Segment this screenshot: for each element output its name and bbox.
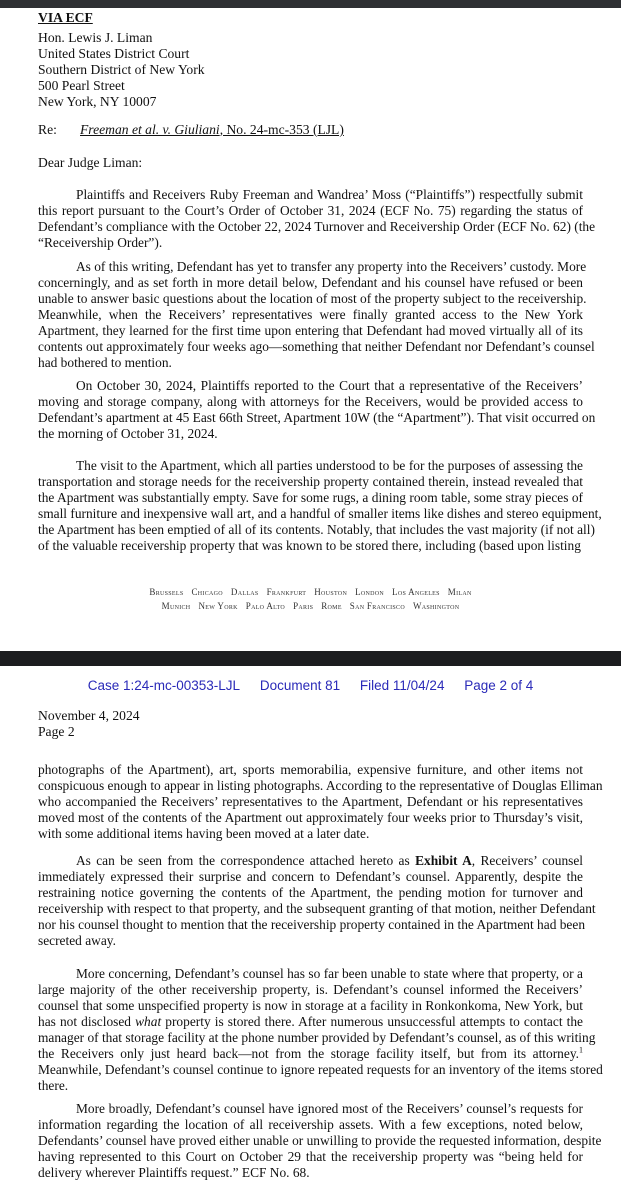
text-line: delivery wherever Plaintiffs request.” ECF No. 68.: [38, 1165, 310, 1180]
office-city: Chicago: [191, 587, 223, 597]
text-line: of the valuable receivership property that was known to be stored there, including (based upon listing: [38, 538, 581, 553]
page-label: Page 2: [38, 724, 75, 739]
text-line: small furniture and inexpensive wall art, and a handful of smaller items like dishes and stereo equipment,: [38, 506, 602, 521]
office-city: Dallas: [230, 587, 259, 597]
bold-text: Exhibit A: [415, 853, 472, 868]
office-city: Houston: [314, 587, 348, 597]
text-line: [38, 1046, 583, 1062]
text-line: information regarding the location of all receivership assets. With a few exceptions, noted below,: [38, 1117, 583, 1132]
text-line: receivership with respect to that property, and the subsequent granting of that motion, neither Defendant: [38, 901, 596, 916]
text-line: Defendants’ counsel have proved either unable or unwilling to provide the requested information, despite: [38, 1133, 602, 1148]
text-line: Apartment, they learned for the first time upon entering that Defendant had moved virtually all of its: [38, 323, 583, 338]
text-line: immediately expressed their surprise and concern to Defendant’s counsel. Apparently, despite the: [38, 869, 583, 884]
text-line: moving and storage company, along with attorneys for the Receivers, would be provided access to: [38, 394, 583, 409]
recipient-address: [38, 30, 205, 110]
office-city: New York: [198, 601, 238, 611]
text-line: Meanwhile, Defendant’s counsel continue to ignore repeated requests for an inventory of the items stored: [38, 1062, 603, 1077]
viewer-top-bar: [0, 0, 621, 8]
text-line: conspicuous enough to appear in listing photographs. According to the representative of Douglas Elliman: [38, 778, 603, 793]
text-line: there.: [38, 1078, 69, 1093]
page-separator: [0, 651, 621, 666]
text-run: , Receivers’ counsel: [471, 853, 584, 868]
text-line: More broadly, Defendant’s counsel have ignored most of the Receivers’ counsel’s requests for: [76, 1101, 583, 1116]
page2-heading: [38, 708, 140, 740]
office-city: Frankfurt: [266, 587, 307, 597]
text-line: the Apartment was substantially empty. Save for some rugs, a dining room table, some stray pieces of: [38, 490, 583, 505]
office-city: Munich: [161, 601, 191, 611]
office-city: San Francisco: [349, 601, 405, 611]
text-run: property is stored there. After numerous unsuccessful attempts to contact the: [161, 1014, 584, 1029]
text-line: As of this writing, Defendant has yet to transfer any property into the Receivers’ custody. More: [76, 259, 587, 274]
address-line: New York, NY 10007: [38, 94, 157, 109]
text-line: secreted away.: [38, 933, 116, 948]
text-line: contents out approximately four weeks ago—something that neither Defendant nor Defendant’s counsel: [38, 339, 595, 354]
text-line: concerningly, and as set forth in more detail below, Defendant and his counsel have refused or been: [38, 275, 583, 290]
body-paragraph: [38, 378, 596, 442]
body-paragraph: [38, 458, 602, 554]
salutation: Dear Judge Liman:: [38, 155, 143, 170]
text-run: has not disclosed: [38, 1014, 136, 1029]
office-city: Milan: [447, 587, 472, 597]
footnote-marker: 1: [579, 1045, 583, 1055]
body-paragraph: [38, 187, 596, 251]
office-locations-row: [0, 587, 621, 597]
office-locations-row: [0, 601, 621, 611]
text-line: who accompanied the Receivers’ representatives to the Apartment, Defendant or his representatives: [38, 794, 583, 809]
text-line: unable to answer basic questions about the location of most of the property subject to the receivership.: [38, 291, 587, 306]
text-line: Plaintiffs and Receivers Ruby Freeman and Wandrea’ Moss (“Plaintiffs”) respectfully submit: [76, 187, 583, 202]
text-line: nor his counsel thought to mention that the receivership property contained in the Apartment had been: [38, 917, 586, 932]
address-line: United States District Court: [38, 46, 190, 61]
ecf-filed-date: Filed 11/04/24: [359, 678, 445, 693]
text-line: Defendant’s compliance with the October 22, 2024 Turnover and Receivership Order (ECF No. 62) (the: [38, 219, 596, 234]
body-paragraph: [38, 259, 595, 371]
text-line: Meanwhile, when the Receivers’ representatives were finally granted access to the New York: [38, 307, 583, 322]
text-line: had bothered to mention.: [38, 355, 172, 370]
text-line: More concerning, Defendant’s counsel has so far been unable to state where that property, or a: [76, 966, 583, 981]
address-line: Hon. Lewis J. Liman: [38, 30, 153, 45]
ecf-page-number: Page 2 of 4: [464, 678, 534, 693]
text-line: On October 30, 2024, Plaintiffs reported to the Court that a representative of the Receivers’: [76, 378, 583, 393]
office-city: Paris: [293, 601, 314, 611]
text-line: Defendant’s apartment at 45 East 66th Street, Apartment 10W (the “Apartment”). That visit occurred on: [38, 410, 596, 425]
body-paragraph: [38, 762, 603, 842]
office-city: Washington: [412, 601, 460, 611]
office-city: Los Angeles: [392, 587, 440, 597]
text-line: the Apartment has been emptied of all of its contents. Notably, that includes the vast majority (if not all): [38, 522, 595, 537]
case-caption: [80, 122, 344, 138]
text-line: with some additional items having been moved at a later date.: [38, 826, 370, 841]
text-line: restraining notice governing the contents of the Apartment, the pending motion for turnover and: [38, 885, 583, 900]
text-run: the Receivers only just heard back—not from the storage facility itself, but from its attorney.: [38, 1046, 579, 1061]
text-run: As can be seen from the correspondence attached hereto as: [76, 853, 416, 868]
address-line: 500 Pearl Street: [38, 78, 125, 93]
case-number: , No. 24-mc-353 (LJL): [219, 122, 344, 137]
text-line: “Receivership Order”).: [38, 235, 163, 250]
text-line: [38, 853, 583, 869]
office-city: Rome: [321, 601, 342, 611]
text-line: this report pursuant to the Court’s Order of October 31, 2024 (ECF No. 75) regarding the status of: [38, 203, 583, 218]
body-paragraph: [38, 1101, 602, 1181]
text-line: manager of that storage facility at the phone number provided by Defendant’s counsel, as of this writing: [38, 1030, 596, 1045]
text-line: transportation and storage needs for the receivership property contained therein, instead revealed that: [38, 474, 583, 489]
body-paragraph: [38, 966, 603, 1094]
text-line: counsel that some unspecified property is now in storage at a facility in Ronkonkoma, New York, but: [38, 998, 583, 1013]
text-line: [38, 1014, 583, 1030]
text-line: photographs of the Apartment), art, sports memorabilia, expensive furniture, and other items not: [38, 762, 583, 777]
re-label: Re:: [38, 122, 57, 137]
delivery-method: VIA ECF: [38, 10, 93, 25]
office-city: Palo Alto: [245, 601, 286, 611]
re-line: [38, 122, 578, 138]
ecf-header: [0, 678, 621, 693]
text-line: The visit to the Apartment, which all parties understood to be for the purposes of assessing the: [76, 458, 583, 473]
letter-date: November 4, 2024: [38, 708, 140, 723]
text-line: large majority of the other receivership property, is. Defendant’s counsel informed the Receivers’: [38, 982, 583, 997]
text-line: having represented to this Court on October 29 that the receivership property was “being held for: [38, 1149, 583, 1164]
ecf-document-number: Document 81: [259, 678, 341, 693]
italic-text: what: [135, 1014, 162, 1029]
office-city: Brussels: [149, 587, 184, 597]
office-city: London: [355, 587, 385, 597]
address-line: Southern District of New York: [38, 62, 205, 77]
ecf-case-number: Case 1:24-mc-00353-LJL: [87, 678, 241, 693]
body-paragraph: [38, 853, 596, 949]
text-line: the morning of October 31, 2024.: [38, 426, 218, 441]
case-name: Freeman et al. v. Giuliani: [80, 122, 220, 137]
text-line: moved most of the contents of the Apartment out approximately four weeks prior to Thursday’s visit,: [38, 810, 583, 825]
